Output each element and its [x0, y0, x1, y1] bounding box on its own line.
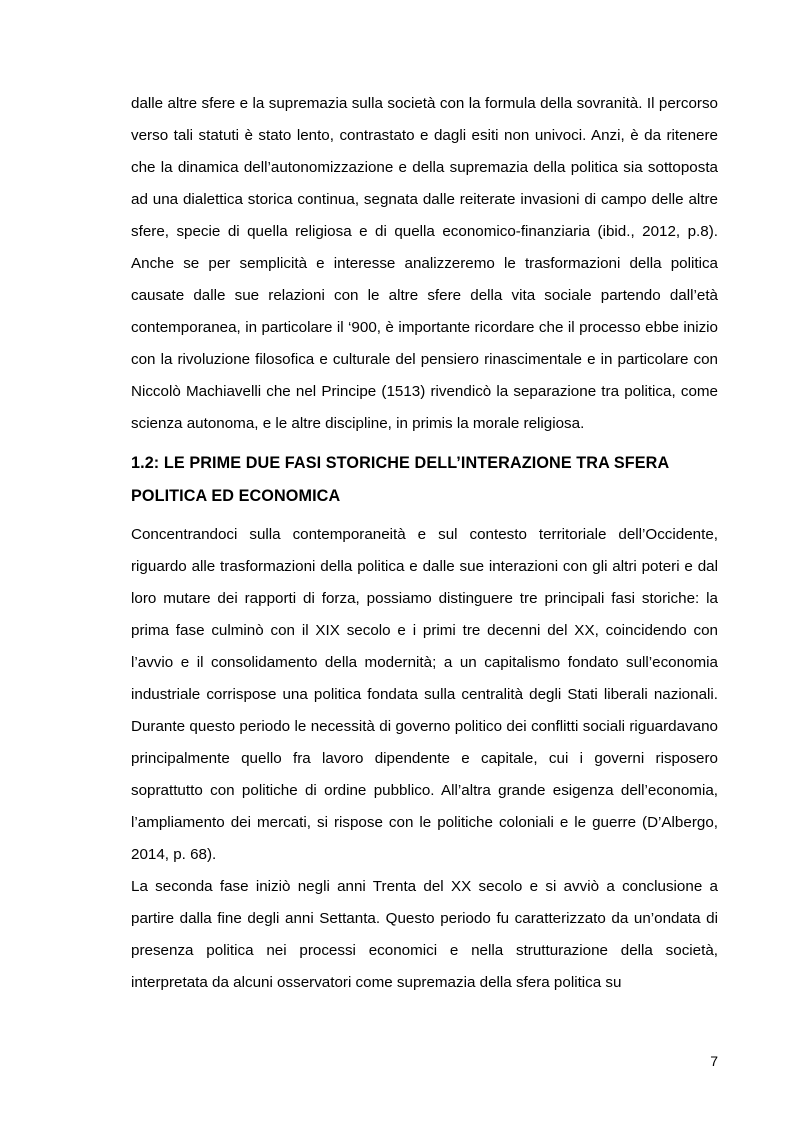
section-heading: 1.2: LE PRIME DUE FASI STORICHE DELL’INTERAZIONE TRA SFERA POLITICA ED ECONOMICA: [131, 454, 669, 505]
paragraph-second-phase: La seconda fase iniziò negli anni Trenta del XX secolo e si avviò a conclusione a partire dalla fine degli anni Settanta. Questo periodo fu caratterizzato da un’ondata di presenza politica nei processi economici e nella strutturazione della società, interpretata da alcuni osservatori come supremazia della sfera politica su: [131, 878, 718, 991]
paragraph-continuation: dalle altre sfere e la supremazia sulla società con la formula della sovranità. Il percorso verso tali statuti è stato lento, contrastato e dagli esiti non univoci. Anzi, è da ritenere che la dinamica dell’autonomizzazione e della supremazia della politica sia sottoposta ad una dialettica storica continua, segnata dalle reiterate invasioni di campo delle altre sfere, specie di quella religiosa e di quella economico-finanziaria (ibid., 2012, p.8). Anche se per semplicità e interesse analizzeremo le trasformazioni della politica causate dalle sue relazioni con le altre sfere della vita sociale partendo dall’età contemporanea, in particolare il ‘900, è importante ricordare che il processo ebbe inizio con la rivoluzione filosofica e culturale del pensiero rinascimentale e in particolare con Niccolò Machiavelli che nel Principe (1513) rivendicò la separazione tra politica, come scienza autonoma, e le altre discipline, in primis la morale religiosa.: [131, 95, 718, 432]
page-number: 7: [710, 1053, 718, 1069]
paragraph-phases-intro: Concentrandoci sulla contemporaneità e sul contesto territoriale dell’Occidente, riguardo alle trasformazioni della politica e dalle sue interazioni con gli altri poteri e dal loro mutare dei rapporti di forza, possiamo distinguere tre principali fasi storiche: la prima fase culminò con il XIX secolo e i primi tre decenni del XX, coincidendo con l’avvio e il consolidamento della modernità; a un capitalismo fondato sull’economia industriale corrispose una politica fondata sulla centralità degli Stati liberali nazionali. Durante questo periodo le necessità di governo politico dei conflitti sociali riguardavano principalmente quello fra lavoro dipendente e capitale, cui i governi risposero soprattutto con politiche di ordine pubblico. All’altra grande esigenza dell’economia, l’ampliamento dei mercati, si rispose con le politiche coloniali e le guerre (D’Albergo, 2014, p. 68).: [131, 526, 718, 863]
document-page: [131, 88, 718, 999]
